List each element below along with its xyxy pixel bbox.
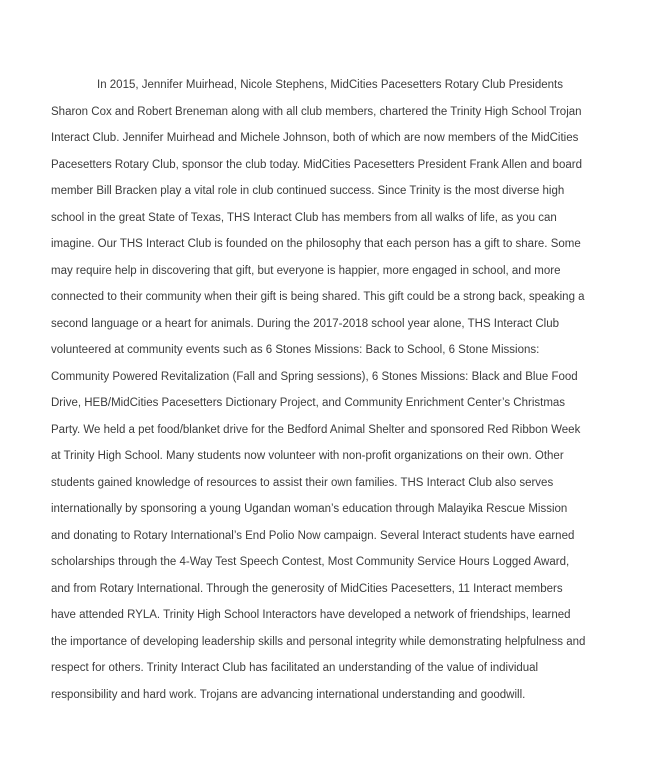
body-paragraph (51, 72, 639, 708)
paragraph-line: connected to their community when their gift is being shared. This gift could be a strong back, speaking a (51, 291, 585, 303)
paragraph-line: may require help in discovering that gift, but everyone is happier, more engaged in school, and more (51, 264, 561, 277)
paragraph-line: students gained knowledge of resources to assist their own families. THS Interact Club also serves (51, 476, 554, 489)
paragraph-line: respect for others. Trinity Interact Club has facilitated an understanding of the value of individual (51, 662, 539, 674)
paragraph-line: Community Powered Revitalization (Fall and Spring sessions), 6 Stones Missions: Black and Blue Food (51, 370, 578, 383)
paragraph-line: Pacesetters Rotary Club, sponsor the club today. MidCities Pacesetters President Frank Allen and board (51, 158, 582, 171)
paragraph-line: at Trinity High School. Many students now volunteer with non-profit organizations on their own. Other (51, 450, 564, 462)
paragraph-line: internationally by sponsoring a young Ugandan woman’s education through Malayika Rescue Mission (51, 503, 568, 515)
paragraph-line: school in the great State of Texas, THS Interact Club has members from all walks of life, as you can (51, 211, 557, 224)
paragraph-line: and from Rotary International. Through the generosity of MidCities Pacesetters, 11 Interact members (51, 582, 563, 595)
paragraph-line: member Bill Bracken play a vital role in club continued success. Since Trinity is the most diverse high (51, 185, 565, 197)
paragraph-line: and donating to Rotary International’s End Polio Now campaign. Several Interact students have earned (51, 529, 575, 542)
paragraph-line: In 2015, Jennifer Muirhead, Nicole Stephens, MidCities Pacesetters Rotary Club Presidents (97, 79, 563, 91)
paragraph-line: the importance of developing leadership skills and personal integrity while demonstrating helpfulness and (51, 635, 586, 648)
paragraph-line: Drive, HEB/MidCities Pacesetters Dictionary Project, and Community Enrichment Center’s Christmas (51, 397, 566, 409)
paragraph-line: responsibility and hard work. Trojans are advancing international understanding and goodwill. (51, 688, 526, 701)
paragraph-line: Party. We held a pet food/blanket drive for the Bedford Animal Shelter and sponsored Red Ribbon Week (51, 423, 581, 436)
paragraph-line: second language or a heart for animals. During the 2017-2018 school year alone, THS Interact Club (51, 317, 560, 330)
paragraph-line: scholarships through the 4-Way Test Speech Contest, Most Community Service Hours Logged Award, (51, 556, 570, 568)
paragraph-line: volunteered at community events such as 6 Stones Missions: Back to School, 6 Stone Missions: (51, 344, 540, 356)
paragraph-line: Interact Club. Jennifer Muirhead and Michele Johnson, both of which are now members of the MidCities (51, 132, 579, 144)
paragraph-line: have attended RYLA. Trinity High School Interactors have developed a network of friendships, learned (51, 609, 571, 621)
paragraph-line: Sharon Cox and Robert Breneman along with all club members, chartered the Trinity High School Trojan (51, 105, 582, 118)
paragraph-line: imagine. Our THS Interact Club is founded on the philosophy that each person has a gift to share. Some (51, 238, 581, 250)
